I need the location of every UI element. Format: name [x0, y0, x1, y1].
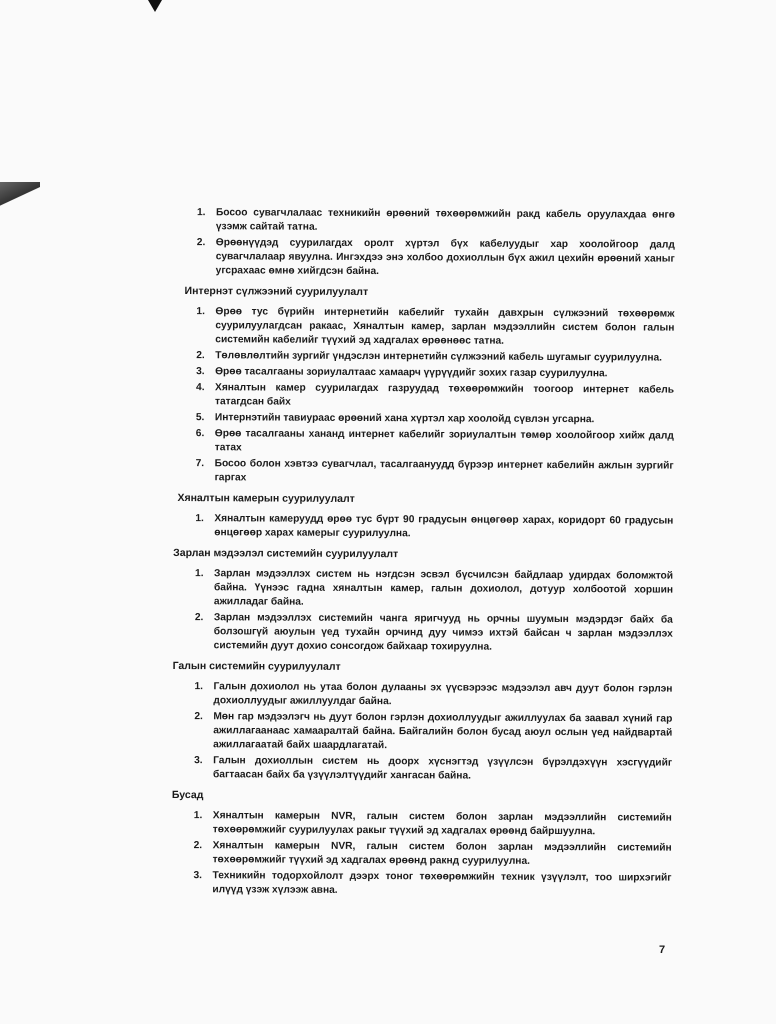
document-body [171, 206, 675, 902]
section-heading-internet: Интернэт сүлжээний суурилуулалт [184, 285, 369, 299]
item-text: Зарлан мэдээллэх систем нь нэгдсэн эсвэл бүсчилсэн байдлаар удирдах боломжтой байна. Үүнээс гадна хяналтын камер, галын дохиолол, дотуур холбоотой хоршин ажилладаг байна. [213, 568, 674, 608]
list-item [172, 809, 672, 840]
item-number: 2. [194, 612, 204, 624]
list-item [174, 427, 674, 458]
item-number: 1. [194, 681, 204, 693]
list-item [174, 305, 674, 350]
item-text: Хяналтын камерын NVR, галын систем болон зарлан мэдээллийн системийн төхөөрөмжийг түүхий эд хадгалах өрөөнд ракнд суурилуулна. [212, 840, 672, 867]
item-text: Интернэтийн тавиураас өрөөний хана хүртэл хар хоолойд сүвлэн угсарна. [214, 412, 595, 426]
other-list [171, 809, 671, 900]
section-heading-fire: Галын системийн суурилуулалт [172, 659, 341, 673]
item-number: 4. [196, 382, 205, 394]
item-text: Өрөөнүүдэд суурилагдах оролт хүртэл бүх кабелуудыг хар хоолойгоор далд сувагчлалаар явуулна. Ингэхдээ энэ холбоо дохиоллын бүх ажил цехийн өрөөний ханыг угсрахаас өмнө хийгдсэн байна. [215, 237, 675, 278]
item-text: Өрөө тус бүрийн интернетийн кабелийг тухайн давхрын сүлжээний төхөөрөмж суурилуулагдсан ракаас, Хяналтын камер, зарлан мэдээллийн систем болон галын системийн кабелийг түүхий эд хадгалах өрөөнөөс татна. [215, 306, 675, 347]
section-heading-other: Бусад [171, 788, 204, 802]
item-text: Хяналтын камеруудд өрөө тус бүрт 90 градусын өнцөгөөр харах, коридорт 60 градусын өнцөгөөр харах камерыг суурилуулна. [214, 513, 674, 540]
scan-artifact-top [148, 0, 162, 12]
item-number: 2. [193, 840, 203, 852]
item-number: 2. [196, 350, 205, 362]
item-number: 3. [196, 366, 205, 378]
item-number: 1. [196, 306, 205, 318]
item-text: Галын дохиолол нь утаа болон дулааны эх үүсвэрээс мэдээлэл авч дуут болон гэрлэн дохиоллуудыг ажиллуулдаг байна. [213, 681, 673, 708]
item-text: Төлөвлөлтийн зургийг үндэслэн интернетийн сүлжээний кабель шугамыг суурилуулна. [215, 350, 663, 364]
announcement-list [173, 567, 673, 656]
list-item [172, 710, 672, 755]
list-item [174, 365, 674, 382]
item-text: Өрөө тасалгааны зориулалтаас хамаарч үүрүүдийг зохих газар суурилуулна. [215, 366, 608, 380]
item-number: 2. [196, 237, 206, 249]
list-item [174, 381, 674, 412]
item-number: 3. [193, 870, 203, 882]
item-number: 1. [196, 207, 206, 219]
item-number: 7. [195, 458, 205, 470]
item-text: Босоо сувагчлалаас техникийн өрөөний төхөөрөмжийн ракд кабель оруулахдаа өнгө үзэмж сайтай татна. [215, 207, 675, 233]
item-number: 1. [193, 810, 203, 822]
list-item [172, 754, 672, 785]
item-text: Мөн гар мэдээлэгч нь дуут болон гэрлэн дохиоллуудыг ажиллуулах ба заавал хүний гар ажиллагаанаас хамааралтай байна. Байгалийн болон бусад аюул ослын үед найдвартай ажиллагаатай байх шаардлагатай. [213, 711, 673, 752]
internet-list [174, 305, 675, 488]
list-item [174, 349, 674, 366]
item-number: 3. [194, 755, 203, 767]
section-heading-announcement: Зарлан мэдээлэл системийн суурилуулалт [173, 546, 399, 561]
intro-list [175, 206, 675, 281]
list-item [175, 206, 675, 237]
list-item [171, 869, 671, 900]
item-text: Босоо болон хэвтээ сувагчлал, тасалгаануудд бүрээр интернет кабелийн ажлын зургийг гаргах [214, 458, 674, 484]
item-text: Галын дохиоллын систем нь доорх хүснэгтэд үзүүлсэн бүрэлдэхүүн хэсгүүдийг багтаасан байх ба үзүүлэлтүүдийг хангасан байна. [212, 755, 673, 782]
section-heading-camera: Хяналтын камерын суурилуулалт [177, 492, 355, 505]
item-number: 6. [195, 428, 205, 440]
list-item [174, 457, 674, 488]
list-item [173, 512, 673, 543]
item-number: 1. [195, 568, 204, 580]
item-text: Хяналтын камер суурилагдах газруудад төхөөрөмжийн тоогоор интернет кабель татагдсан байх [214, 382, 675, 408]
fire-list [172, 680, 673, 785]
camera-list [173, 512, 673, 543]
scan-artifact-left [0, 182, 40, 230]
item-number: 2. [194, 711, 203, 723]
list-item [173, 567, 673, 612]
list-item [174, 411, 674, 428]
list-item [175, 236, 675, 281]
item-text: Техникийн тодорхойлолт дээрх тоног төхөөрөмжийн техник үзүүлэлт, тоо ширхэгийг илүүд үзэж хүлээж авна. [212, 870, 672, 896]
item-number: 5. [195, 412, 205, 424]
page-number: 7 [659, 944, 666, 956]
list-item [172, 839, 672, 870]
item-number: 1. [195, 513, 204, 525]
item-text: Өрөө тасалгааны хананд интернет кабелийг зориулалтын төмөр хоолойгоор хийж далд татах [214, 428, 674, 454]
item-text: Зарлан мэдээллэх системийн чанга яригчууд нь орчны шуумын мэдэрдэг байх ба болзошгүй аюулын үед тухайн орчинд дуу чимээ ихтэй байсан ч зарлан мэдээллэх системийн дуут дохио сонсогдож байхаар тохируулна. [213, 612, 673, 653]
list-item [173, 611, 673, 656]
list-item [172, 680, 672, 711]
item-text: Хяналтын камерын NVR, галын систем болон зарлан мэдээллийн системийн төхөөрөмжийг суурилуулах ракыг түүхий эд хадгалах өрөөнд байршуулна. [212, 810, 672, 838]
